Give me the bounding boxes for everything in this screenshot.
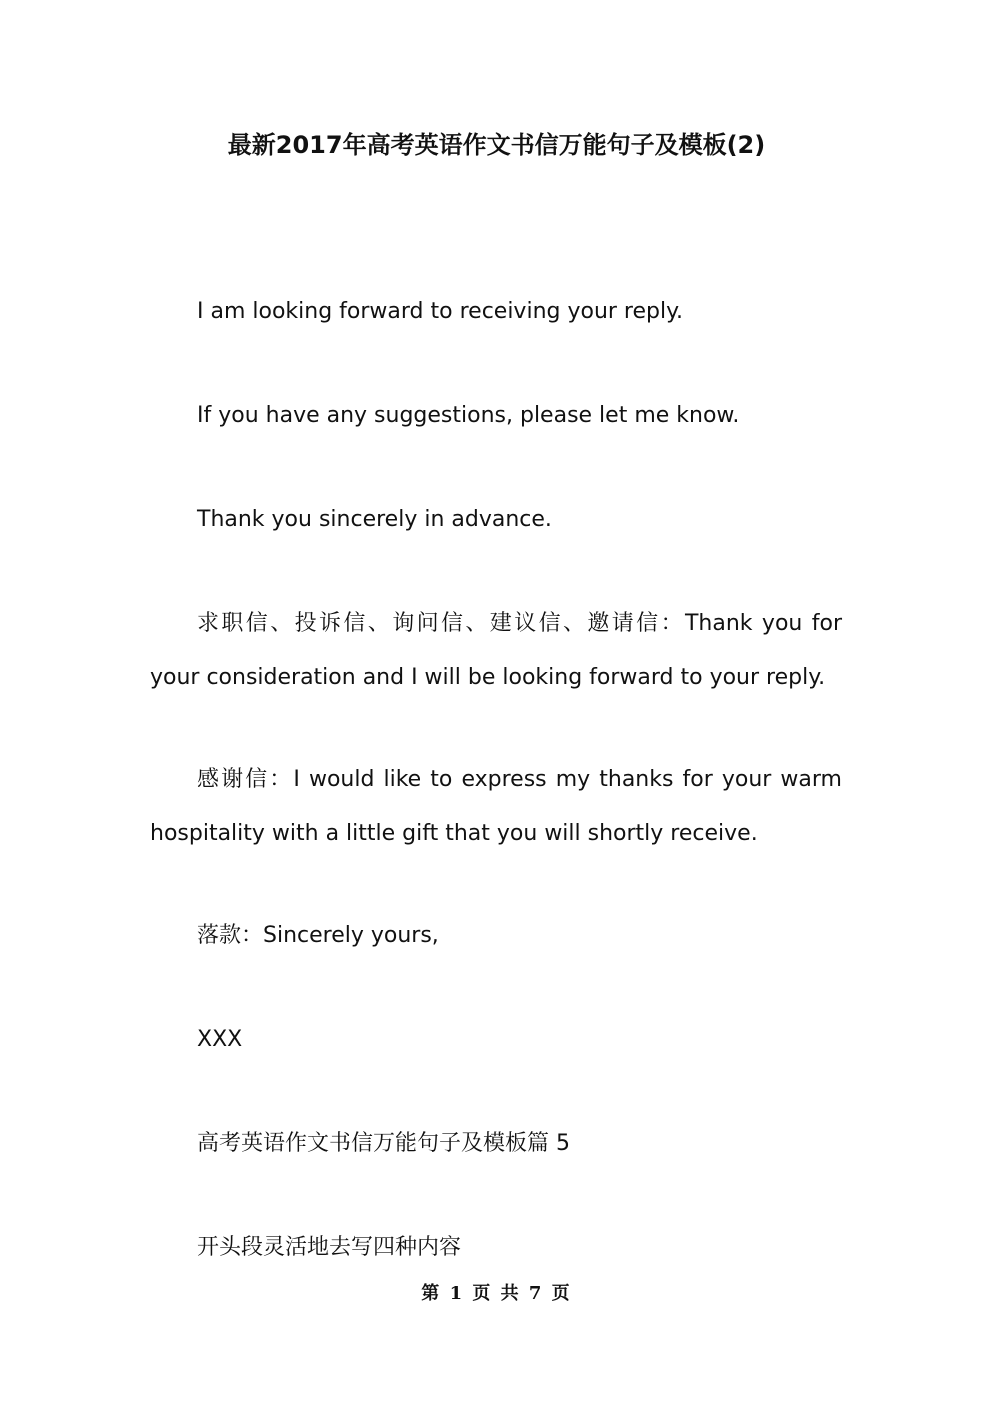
- paragraph-8: 高考英语作文书信万能句子及模板篇 5: [197, 1131, 570, 1156]
- paragraph-5: 感谢信：I would like to express my thanks for your warm hospitality with a little gift that you will shortly receive.: [150, 767, 842, 846]
- document-title: 最新2017年高考英语作文书信万能句子及模板(2): [227, 131, 766, 159]
- paragraph-3: Thank you sincerely in advance.: [197, 507, 552, 532]
- paragraph-4: 求职信、投诉信、询问信、建议信、邀请信：Thank you for your consideration and I will be looking forward to your reply.: [150, 611, 842, 690]
- paragraph-6: 落款：Sincerely yours,: [197, 923, 439, 948]
- page-footer: 第 1 页 共 7 页: [421, 1283, 572, 1304]
- paragraph-9: 开头段灵活地去写四种内容: [197, 1235, 462, 1260]
- paragraph-2: If you have any suggestions, please let me know.: [197, 403, 740, 428]
- paragraph-7: XXX: [197, 1027, 243, 1052]
- paragraph-1: I am looking forward to receiving your reply.: [197, 299, 683, 324]
